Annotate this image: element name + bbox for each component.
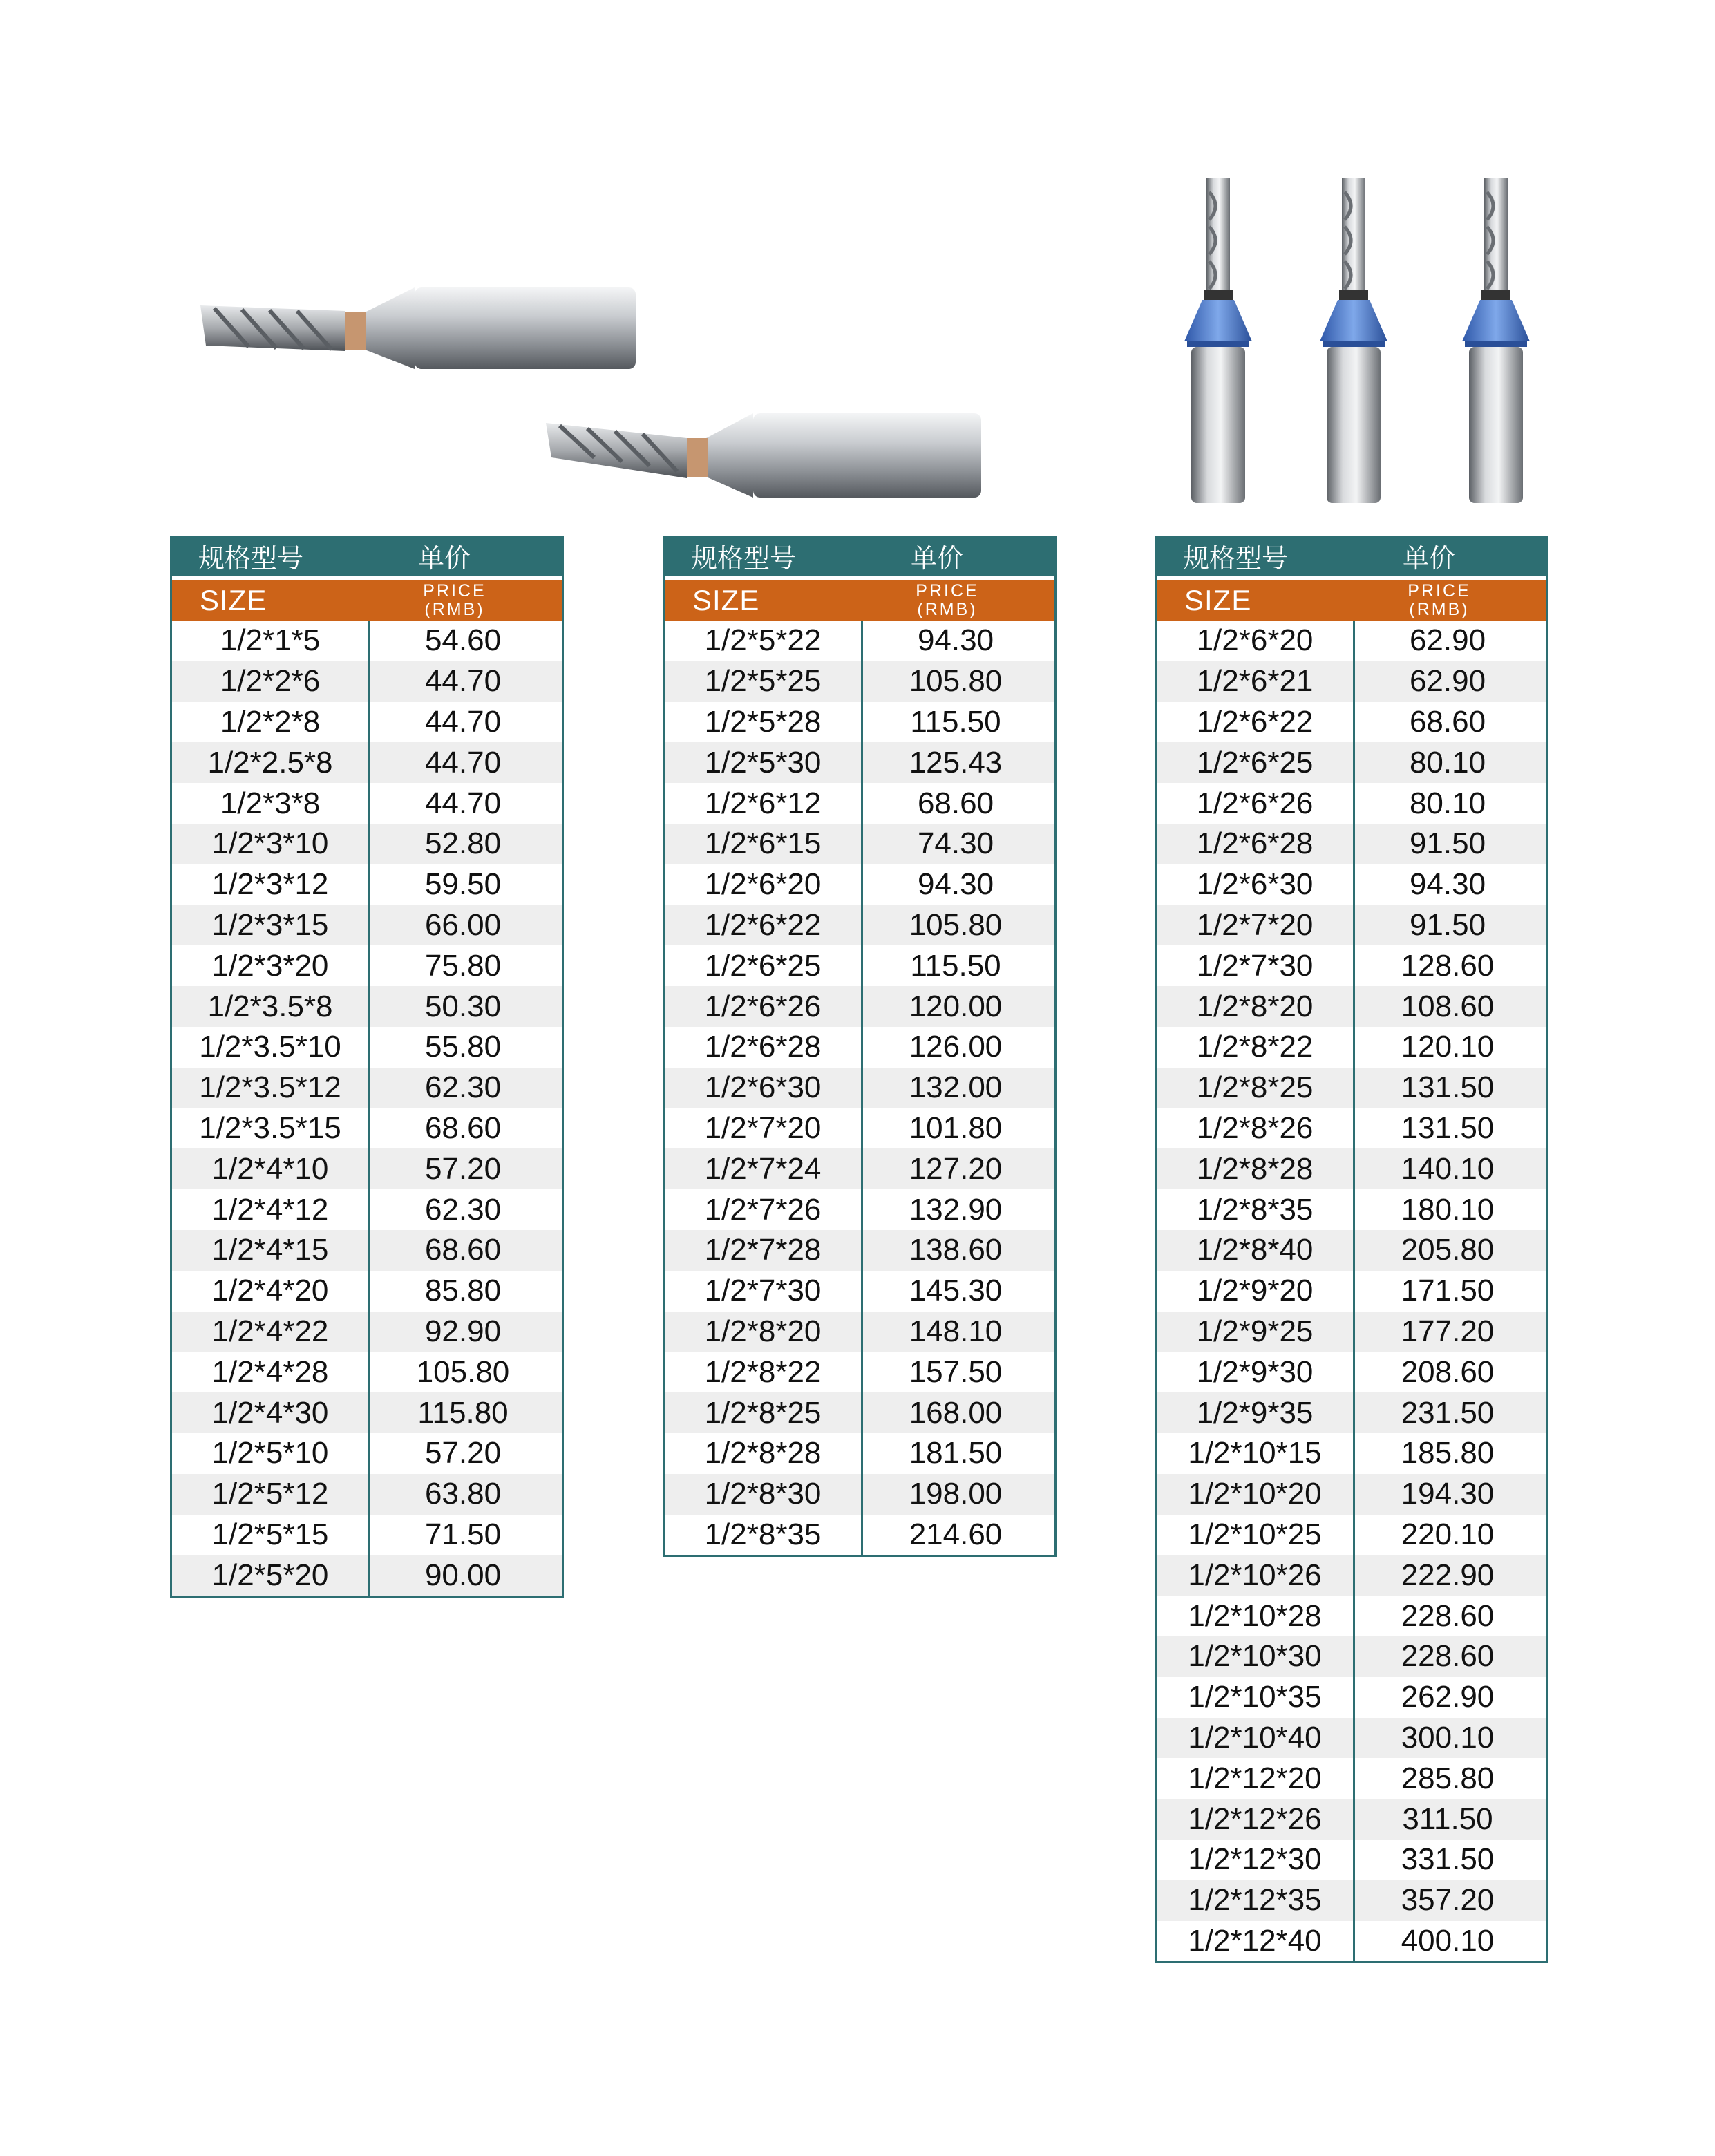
table-row [1157, 1474, 1546, 1515]
price-cell: 55.80 [424, 1030, 502, 1064]
currency-label: (RMB) [1409, 600, 1470, 619]
size-cell: 1/2*5*28 [704, 704, 822, 739]
size-cell: 1/2*12*20 [1188, 1761, 1322, 1795]
price-cell: 57.20 [424, 1436, 502, 1471]
table-row [172, 1189, 562, 1230]
size-cell: 1/2*7*30 [1196, 948, 1314, 983]
table-row [1157, 1921, 1546, 1962]
straight-spiral-bits-image [187, 276, 1002, 504]
size-cell: 1/2*7*26 [704, 1192, 822, 1227]
price-cell: 157.50 [909, 1354, 1003, 1389]
table-row [1157, 1189, 1546, 1230]
table-row [665, 742, 1054, 783]
table-row [172, 1474, 562, 1515]
table-row [1157, 1840, 1546, 1880]
size-cell: 1/2*4*22 [211, 1314, 329, 1348]
price-cell: 128.60 [1401, 948, 1495, 983]
router-bit-2 [546, 413, 981, 498]
table-row [665, 1433, 1054, 1474]
size-cell: 1/2*6*26 [704, 989, 822, 1023]
price-label: PRICE [423, 581, 486, 601]
table-row [1157, 864, 1546, 905]
price-cell: 262.90 [1401, 1680, 1495, 1714]
price-cell: 145.30 [909, 1274, 1003, 1308]
price-label: PRICE [916, 581, 979, 601]
table-row [1157, 702, 1546, 743]
price-header-cn: 单价 [910, 545, 963, 574]
price-table-3 [1155, 536, 1548, 1963]
size-cell: 1/2*8*28 [704, 1436, 822, 1471]
table-row [1157, 1880, 1546, 1921]
size-cell: 1/2*9*25 [1196, 1314, 1314, 1348]
price-cell: 52.80 [424, 826, 502, 861]
table-body [665, 621, 1054, 1555]
size-cell: 1/2*12*40 [1188, 1923, 1322, 1958]
price-cell: 62.30 [424, 1070, 502, 1105]
price-cell: 59.50 [424, 867, 502, 902]
price-cell: 331.50 [1401, 1842, 1495, 1877]
size-cell: 1/2*8*28 [1196, 1151, 1314, 1186]
table-header-cn [665, 536, 1054, 576]
size-header-cn: 规格型号 [691, 545, 797, 574]
size-cell: 1/2*2.5*8 [207, 745, 333, 779]
price-cell: 62.90 [1409, 623, 1486, 658]
price-cell: 101.80 [909, 1110, 1003, 1145]
size-cell: 1/2*3.5*12 [199, 1070, 341, 1105]
price-cell: 214.60 [909, 1517, 1003, 1551]
price-cell: 132.00 [909, 1070, 1003, 1105]
size-cell: 1/2*4*30 [211, 1395, 329, 1430]
table-header-en [172, 576, 562, 621]
table-row [172, 945, 562, 986]
price-cell: 44.70 [424, 664, 502, 699]
table-row [172, 1555, 562, 1596]
price-cell: 120.10 [1401, 1030, 1495, 1064]
table-row [1157, 1758, 1546, 1799]
price-cell: 185.80 [1401, 1436, 1495, 1471]
size-cell: 1/2*6*20 [1196, 623, 1314, 658]
size-cell: 1/2*2*6 [220, 664, 321, 699]
size-cell: 1/2*10*30 [1188, 1639, 1322, 1674]
price-cell: 105.80 [909, 907, 1003, 942]
table-row [172, 702, 562, 743]
price-cell: 94.30 [917, 623, 994, 658]
table-row [665, 986, 1054, 1027]
table-body [1157, 621, 1546, 1961]
price-cell: 91.50 [1409, 826, 1486, 861]
price-label: PRICE [1408, 581, 1471, 601]
table-row [172, 1392, 562, 1433]
size-cell: 1/2*6*22 [704, 907, 822, 942]
price-cell: 63.80 [424, 1477, 502, 1511]
table-row [1157, 1515, 1546, 1555]
table-row [665, 661, 1054, 702]
size-cell: 1/2*6*12 [704, 786, 822, 820]
price-header-cn: 单价 [1402, 545, 1455, 574]
price-cell: 198.00 [909, 1477, 1003, 1511]
table-row [1157, 824, 1546, 864]
price-cell: 125.43 [909, 745, 1003, 779]
table-row [172, 1433, 562, 1474]
table-row [1157, 1555, 1546, 1596]
size-cell: 1/2*12*30 [1188, 1842, 1322, 1877]
size-cell: 1/2*10*20 [1188, 1477, 1322, 1511]
table-row [172, 742, 562, 783]
price-header-en [368, 582, 562, 619]
size-cell: 1/2*6*26 [1196, 786, 1314, 820]
price-cell: 177.20 [1401, 1314, 1495, 1348]
table-row [1157, 905, 1546, 946]
price-cell: 74.30 [917, 826, 994, 861]
size-cell: 1/2*6*30 [1196, 867, 1314, 902]
price-cell: 126.00 [909, 1030, 1003, 1064]
size-cell: 1/2*8*25 [704, 1395, 822, 1430]
size-cell: 1/2*4*15 [211, 1233, 329, 1267]
table-row [172, 986, 562, 1027]
table-row [1157, 1148, 1546, 1189]
table-row [1157, 1271, 1546, 1312]
size-header-en: SIZE [200, 584, 267, 616]
price-cell: 222.90 [1401, 1558, 1495, 1592]
size-cell: 1/2*8*35 [704, 1517, 822, 1551]
price-cell: 181.50 [909, 1436, 1003, 1471]
size-cell: 1/2*6*22 [1196, 704, 1314, 739]
price-table-1 [170, 536, 564, 1598]
size-cell: 1/2*6*20 [704, 867, 822, 902]
size-cell: 1/2*5*12 [211, 1477, 329, 1511]
table-row [1157, 621, 1546, 661]
price-cell: 300.10 [1401, 1720, 1495, 1755]
price-cell: 131.50 [1401, 1070, 1495, 1105]
size-cell: 1/2*4*12 [211, 1192, 329, 1227]
size-header-cn: 规格型号 [1183, 545, 1289, 574]
price-cell: 171.50 [1401, 1274, 1495, 1308]
table-row [665, 702, 1054, 743]
price-cell: 68.60 [424, 1110, 502, 1145]
price-cell: 115.80 [417, 1395, 509, 1430]
size-cell: 1/2*4*10 [211, 1151, 329, 1186]
table-row [172, 1271, 562, 1312]
price-cell: 168.00 [909, 1395, 1003, 1430]
table-row [1157, 1636, 1546, 1677]
table-row [172, 905, 562, 946]
router-bit-1 [200, 287, 636, 369]
price-cell: 138.60 [909, 1233, 1003, 1267]
price-cell: 90.00 [424, 1558, 502, 1592]
price-cell: 131.50 [1401, 1110, 1495, 1145]
price-cell: 132.90 [909, 1192, 1003, 1227]
price-cell: 205.80 [1401, 1233, 1495, 1267]
table-row [665, 1352, 1054, 1392]
price-header-en [1353, 582, 1546, 619]
size-cell: 1/2*9*35 [1196, 1395, 1314, 1430]
table-row [665, 621, 1054, 661]
table-row [172, 1148, 562, 1189]
table-row [172, 1108, 562, 1149]
price-header-en [861, 582, 1054, 619]
table-header-cn [1157, 536, 1546, 576]
size-cell: 1/2*8*20 [1196, 989, 1314, 1023]
size-cell: 1/2*4*20 [211, 1274, 329, 1308]
size-cell: 1/2*3.5*8 [207, 989, 333, 1023]
price-cell: 285.80 [1401, 1761, 1495, 1795]
size-cell: 1/2*8*25 [1196, 1070, 1314, 1105]
table-row [1157, 783, 1546, 824]
size-cell: 1/2*3*10 [211, 826, 329, 861]
size-cell: 1/2*10*25 [1188, 1517, 1322, 1551]
price-cell: 80.10 [1409, 745, 1486, 779]
table-row [1157, 986, 1546, 1027]
price-cell: 115.50 [910, 948, 1001, 983]
price-cell: 120.00 [909, 989, 1003, 1023]
price-cell: 68.60 [1409, 704, 1486, 739]
table-row [1157, 1352, 1546, 1392]
table-row [172, 1352, 562, 1392]
size-cell: 1/2*7*28 [704, 1233, 822, 1267]
size-cell: 1/2*6*25 [704, 948, 822, 983]
table-row [1157, 1799, 1546, 1840]
price-cell: 228.60 [1401, 1598, 1495, 1633]
table-row [172, 621, 562, 661]
table-row [1157, 1312, 1546, 1352]
table-row [665, 905, 1054, 946]
table-row [665, 1515, 1054, 1555]
price-cell: 54.60 [424, 623, 502, 658]
size-cell: 1/2*6*28 [1196, 826, 1314, 861]
size-cell: 1/2*3*15 [211, 907, 329, 942]
table-header-en [665, 576, 1054, 621]
table-row [1157, 1230, 1546, 1271]
table-row [172, 1027, 562, 1068]
size-cell: 1/2*12*35 [1188, 1883, 1322, 1918]
price-cell: 71.50 [424, 1517, 502, 1551]
size-cell: 1/2*12*26 [1188, 1802, 1322, 1836]
size-header-en: SIZE [692, 584, 760, 616]
size-cell: 1/2*6*25 [1196, 745, 1314, 779]
table-header-cn [172, 536, 562, 576]
size-cell: 1/2*6*21 [1196, 664, 1314, 699]
size-cell: 1/2*7*30 [704, 1274, 822, 1308]
table-row [1157, 1108, 1546, 1149]
price-cell: 228.60 [1401, 1639, 1495, 1674]
size-cell: 1/2*4*28 [211, 1354, 329, 1389]
table-row [665, 1148, 1054, 1189]
table-row [665, 1392, 1054, 1433]
price-cell: 400.10 [1401, 1923, 1495, 1958]
price-cell: 44.70 [424, 786, 502, 820]
table-row [665, 783, 1054, 824]
blue-ring-bits-image [1182, 178, 1555, 510]
table-row [1157, 1027, 1546, 1068]
size-cell: 1/2*8*22 [704, 1354, 822, 1389]
price-cell: 127.20 [909, 1151, 1003, 1186]
size-cell: 1/2*8*40 [1196, 1233, 1314, 1267]
price-cell: 105.80 [416, 1354, 510, 1389]
router-bit-vertical-3 [1462, 178, 1530, 503]
price-table-2 [663, 536, 1057, 1557]
price-cell: 148.10 [909, 1314, 1003, 1348]
table-header-en [1157, 576, 1546, 621]
price-cell: 57.20 [424, 1151, 502, 1186]
size-cell: 1/2*3*12 [211, 867, 329, 902]
size-cell: 1/2*9*30 [1196, 1354, 1314, 1389]
price-cell: 80.10 [1409, 786, 1486, 820]
size-cell: 1/2*1*5 [220, 623, 321, 658]
price-cell: 194.30 [1401, 1477, 1495, 1511]
size-cell: 1/2*10*26 [1188, 1558, 1322, 1592]
table-row [665, 1312, 1054, 1352]
price-cell: 44.70 [424, 745, 502, 779]
price-cell: 91.50 [1409, 907, 1486, 942]
table-row [1157, 1068, 1546, 1108]
table-row [665, 824, 1054, 864]
table-row [665, 1189, 1054, 1230]
size-cell: 1/2*8*30 [704, 1477, 822, 1511]
table-row [665, 1108, 1054, 1149]
size-cell: 1/2*7*24 [704, 1151, 822, 1186]
price-cell: 220.10 [1401, 1517, 1495, 1551]
size-cell: 1/2*8*22 [1196, 1030, 1314, 1064]
size-cell: 1/2*6*30 [704, 1070, 822, 1105]
size-cell: 1/2*5*30 [704, 745, 822, 779]
currency-label: (RMB) [917, 600, 978, 619]
table-row [172, 1312, 562, 1352]
size-cell: 1/2*3.5*15 [199, 1110, 341, 1145]
price-cell: 94.30 [917, 867, 994, 902]
table-body [172, 621, 562, 1596]
table-row [665, 945, 1054, 986]
price-cell: 92.90 [424, 1314, 502, 1348]
size-cell: 1/2*3*8 [220, 786, 321, 820]
table-row [172, 864, 562, 905]
table-row [1157, 742, 1546, 783]
size-cell: 1/2*5*10 [211, 1436, 329, 1471]
price-cell: 62.90 [1409, 664, 1486, 699]
table-row [1157, 1596, 1546, 1636]
price-cell: 94.30 [1409, 867, 1486, 902]
table-row [665, 1474, 1054, 1515]
size-cell: 1/2*7*20 [704, 1110, 822, 1145]
table-row [1157, 1392, 1546, 1433]
table-row [665, 864, 1054, 905]
price-cell: 311.50 [1402, 1802, 1493, 1836]
price-cell: 44.70 [424, 704, 502, 739]
size-cell: 1/2*5*25 [704, 664, 822, 699]
table-row [1157, 1718, 1546, 1759]
size-cell: 1/2*9*20 [1196, 1274, 1314, 1308]
size-cell: 1/2*6*28 [704, 1030, 822, 1064]
router-bit-vertical-1 [1184, 178, 1252, 503]
price-cell: 75.80 [424, 948, 502, 983]
size-cell: 1/2*2*8 [220, 704, 321, 739]
table-row [665, 1230, 1054, 1271]
price-cell: 108.60 [1401, 989, 1495, 1023]
price-cell: 105.80 [909, 664, 1003, 699]
size-cell: 1/2*8*35 [1196, 1192, 1314, 1227]
table-row [1157, 661, 1546, 702]
size-header-cn: 规格型号 [198, 545, 304, 574]
size-cell: 1/2*7*20 [1196, 907, 1314, 942]
table-row [665, 1027, 1054, 1068]
price-cell: 208.60 [1401, 1354, 1495, 1389]
table-row [172, 661, 562, 702]
size-cell: 1/2*10*28 [1188, 1598, 1322, 1633]
table-row [665, 1068, 1054, 1108]
table-row [172, 1515, 562, 1555]
table-row [665, 1271, 1054, 1312]
size-cell: 1/2*5*15 [211, 1517, 329, 1551]
table-row [172, 783, 562, 824]
price-cell: 62.30 [424, 1192, 502, 1227]
price-cell: 180.10 [1401, 1192, 1495, 1227]
price-cell: 231.50 [1401, 1395, 1495, 1430]
table-row [172, 1068, 562, 1108]
table-row [1157, 1433, 1546, 1474]
price-cell: 68.60 [424, 1233, 502, 1267]
size-cell: 1/2*6*15 [704, 826, 822, 861]
size-cell: 1/2*10*40 [1188, 1720, 1322, 1755]
size-cell: 1/2*3.5*10 [199, 1030, 341, 1064]
currency-label: (RMB) [424, 600, 485, 619]
price-header-cn: 单价 [417, 545, 471, 574]
price-cell: 85.80 [424, 1274, 502, 1308]
size-cell: 1/2*8*20 [704, 1314, 822, 1348]
price-cell: 140.10 [1401, 1151, 1495, 1186]
size-header-en: SIZE [1184, 584, 1252, 616]
table-row [172, 1230, 562, 1271]
table-row [1157, 1677, 1546, 1718]
size-cell: 1/2*5*20 [211, 1558, 329, 1592]
size-cell: 1/2*10*15 [1188, 1436, 1322, 1471]
price-cell: 50.30 [424, 989, 502, 1023]
size-cell: 1/2*10*35 [1188, 1680, 1322, 1714]
price-cell: 357.20 [1401, 1883, 1495, 1918]
table-row [1157, 945, 1546, 986]
price-cell: 68.60 [917, 786, 994, 820]
price-cell: 66.00 [424, 907, 502, 942]
price-cell: 115.50 [910, 704, 1001, 739]
table-row [172, 824, 562, 864]
size-cell: 1/2*8*26 [1196, 1110, 1314, 1145]
size-cell: 1/2*3*20 [211, 948, 329, 983]
size-cell: 1/2*5*22 [704, 623, 822, 658]
router-bit-vertical-2 [1320, 178, 1387, 503]
